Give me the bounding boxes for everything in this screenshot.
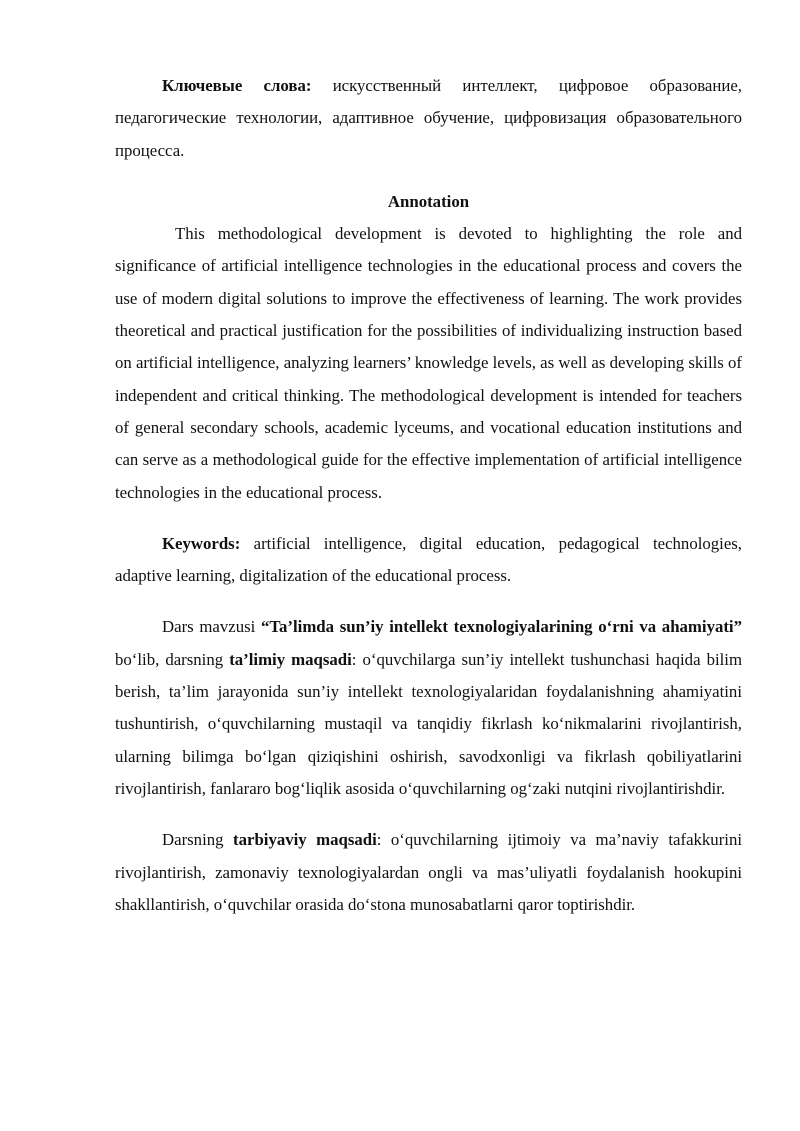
annotation-heading: Annotation bbox=[387, 191, 470, 211]
lesson-goal-paragraph bbox=[115, 611, 742, 805]
lesson-topic: “Ta’limda sun’iy intellekt texnologiyalarining o‘rni va ahamiyati” bbox=[260, 617, 742, 637]
lesson-goal-text: : o‘quvchilarga sun’iy intellekt tushunchasi haqida bilim berish, ta’lim jarayonida sun’iy intellekt texnologiyalaridan foydalanishning ahamiyatini tushuntirish, o‘quvchilarning mustaqil va tanqidiy fikrlash ko‘nikmalarini rivojlantirish, ularning bilimga bo‘lgan qiziqishini oshirish, savodxonligi va fikrlash qobiliyatlarini rivojlantirish, fanlararo bog‘liqlik asosida o‘quvchilarning og‘zaki nutqini rivojlantirishdir. bbox=[115, 649, 743, 798]
upbringing-goal-paragraph bbox=[115, 824, 742, 921]
lesson-goal-intro: Dars mavzusi bbox=[162, 617, 261, 637]
ru-keywords-label: Ключевые слова: bbox=[162, 76, 312, 95]
upbringing-goal-text: : o‘quvchilarning ijtimoiy va ma’naviy tafakkurini rivojlantirish, zamonaviy texnologiyalardan ongli va mas’uliyatli foydalanish hookupini shakllantirish, o‘quvchilar orasida do‘stona munosabatlarni qaror toptirishdir. bbox=[115, 830, 742, 914]
ru-keywords-text: искусственный интеллект, цифровое образование, педагогические технологии, адаптивное обучение, цифровизация образовательного процесса. bbox=[115, 76, 742, 160]
upbringing-goal-label: tarbiyaviy maqsadi bbox=[233, 830, 377, 850]
en-keywords-paragraph bbox=[115, 528, 742, 593]
lesson-goal-connector: bo‘lib, darsning bbox=[115, 649, 230, 669]
en-keywords-text: artificial intelligence, digital education, pedagogical technologies, adaptive learning, digitalization of the educational process. bbox=[115, 533, 742, 586]
upbringing-goal-intro: Darsning bbox=[162, 830, 234, 850]
ru-keywords-paragraph bbox=[115, 70, 742, 167]
annotation-paragraph: This methodological development is devoted to highlighting the role and significance of artificial intelligence technologies in the educational process and covers the use of modern digital solutions to improve the effectiveness of learning. The work provides theoretical and practical justification for the possibilities of individualizing instruction based on artificial intelligence, analyzing learners’ knowledge levels, as well as developing skills of independent and critical thinking. The methodological development is intended for teachers of general secondary schools, academic lyceums, and vocational education institutions and can serve as a methodological guide for the effective implementation of artificial intelligence technologies in the educational process. bbox=[115, 224, 742, 502]
en-keywords-label: Keywords: bbox=[162, 533, 241, 553]
lesson-goal-label: ta’limiy maqsadi bbox=[229, 649, 352, 669]
